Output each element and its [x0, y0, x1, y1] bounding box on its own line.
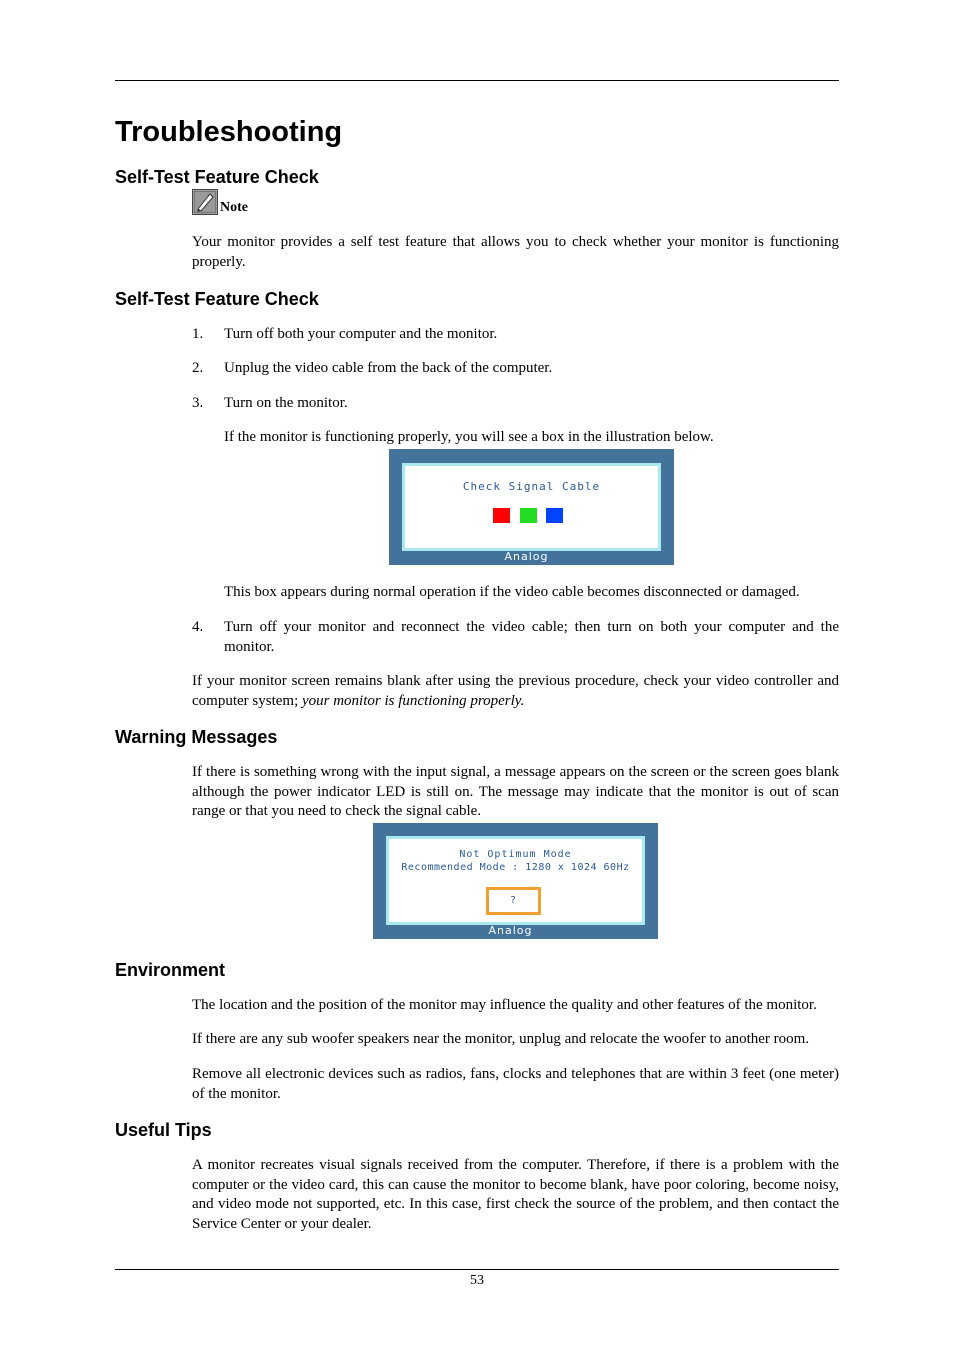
green-square-icon — [520, 508, 537, 523]
step-text: Turn off both your computer and the monitor. — [224, 326, 498, 342]
page-title: Troubleshooting — [115, 116, 343, 148]
note-icon — [192, 189, 218, 215]
closing-paragraph — [192, 672, 839, 711]
check-signal-osd-illustration — [389, 449, 674, 565]
note-text: Your monitor provides a self test feature that allows you to check whether your monitor is functioning properly. — [192, 234, 839, 270]
osd-line2: Recommended Mode : 1280 x 1024 60Hz — [401, 862, 630, 873]
closing-text: If your monitor screen remains blank after using the previous procedure, check your video controller and computer system; — [192, 673, 839, 709]
step-text: Turn off your monitor and reconnect the video cable; then turn on both your computer and the monitor. — [224, 619, 839, 655]
osd-help-label: ? — [509, 895, 518, 906]
note-label: Note — [220, 200, 248, 215]
blue-square-icon — [546, 508, 563, 523]
step-number: 3. — [192, 395, 204, 411]
top-rule — [115, 80, 839, 81]
osd-line1: Not Optimum Mode — [459, 849, 572, 860]
osd-panel — [402, 463, 661, 551]
not-optimum-osd-illustration — [373, 823, 658, 939]
osd-panel — [386, 836, 645, 925]
osd-help-button — [486, 887, 541, 915]
step-number: 1. — [192, 326, 204, 342]
page-number: 53 — [470, 1273, 484, 1288]
step3-detail: If the monitor is functioning properly, you will see a box in the illustration below. — [224, 429, 714, 445]
step3-after: This box appears during normal operation if the video cable becomes disconnected or damaged. — [224, 584, 800, 600]
red-square-icon — [493, 508, 510, 523]
osd-footer: Analog — [488, 924, 533, 937]
environment-paragraph: If there are any sub woofer speakers near the monitor, unplug and relocate the woofer to another room. — [192, 1031, 810, 1047]
tips-text: A monitor recreates visual signals received from the computer. Therefore, if there is a problem with the computer or the video card, this can cause the monitor to become blank, have poor coloring, become noisy, and video mode not supported, etc. In this case, first check the source of the problem, and then contact the Service Center or your dealer. — [192, 1157, 839, 1232]
osd-footer: Analog — [504, 550, 549, 563]
section-heading-self-test: Self-Test Feature Check — [115, 167, 319, 187]
environment-paragraph: Remove all electronic devices such as radios, fans, clocks and telephones that are within 3 feet (one meter) of the monitor. — [192, 1066, 839, 1102]
warning-text: If there is something wrong with the input signal, a message appears on the screen or the screen goes blank although the power indicator LED is still on. The message may indicate that the monitor is out of scan range or that you need to check the signal cable. — [192, 764, 839, 819]
step-text: Unplug the video cable from the back of the computer. — [224, 360, 553, 376]
step-text: Turn on the monitor. — [224, 395, 348, 411]
section-heading-warning: Warning Messages — [115, 727, 278, 747]
step-number: 2. — [192, 360, 204, 376]
section-heading-tips: Useful Tips — [115, 1120, 212, 1140]
environment-paragraph: The location and the position of the monitor may influence the quality and other features of the monitor. — [192, 997, 817, 1013]
section-heading-environment: Environment — [115, 960, 226, 980]
closing-italic: your monitor is functioning properly. — [301, 692, 525, 709]
osd-message: Check Signal Cable — [462, 480, 601, 493]
bottom-rule — [115, 1269, 839, 1270]
step-number: 4. — [192, 619, 204, 635]
section-heading-self-test-steps: Self-Test Feature Check — [115, 289, 319, 309]
